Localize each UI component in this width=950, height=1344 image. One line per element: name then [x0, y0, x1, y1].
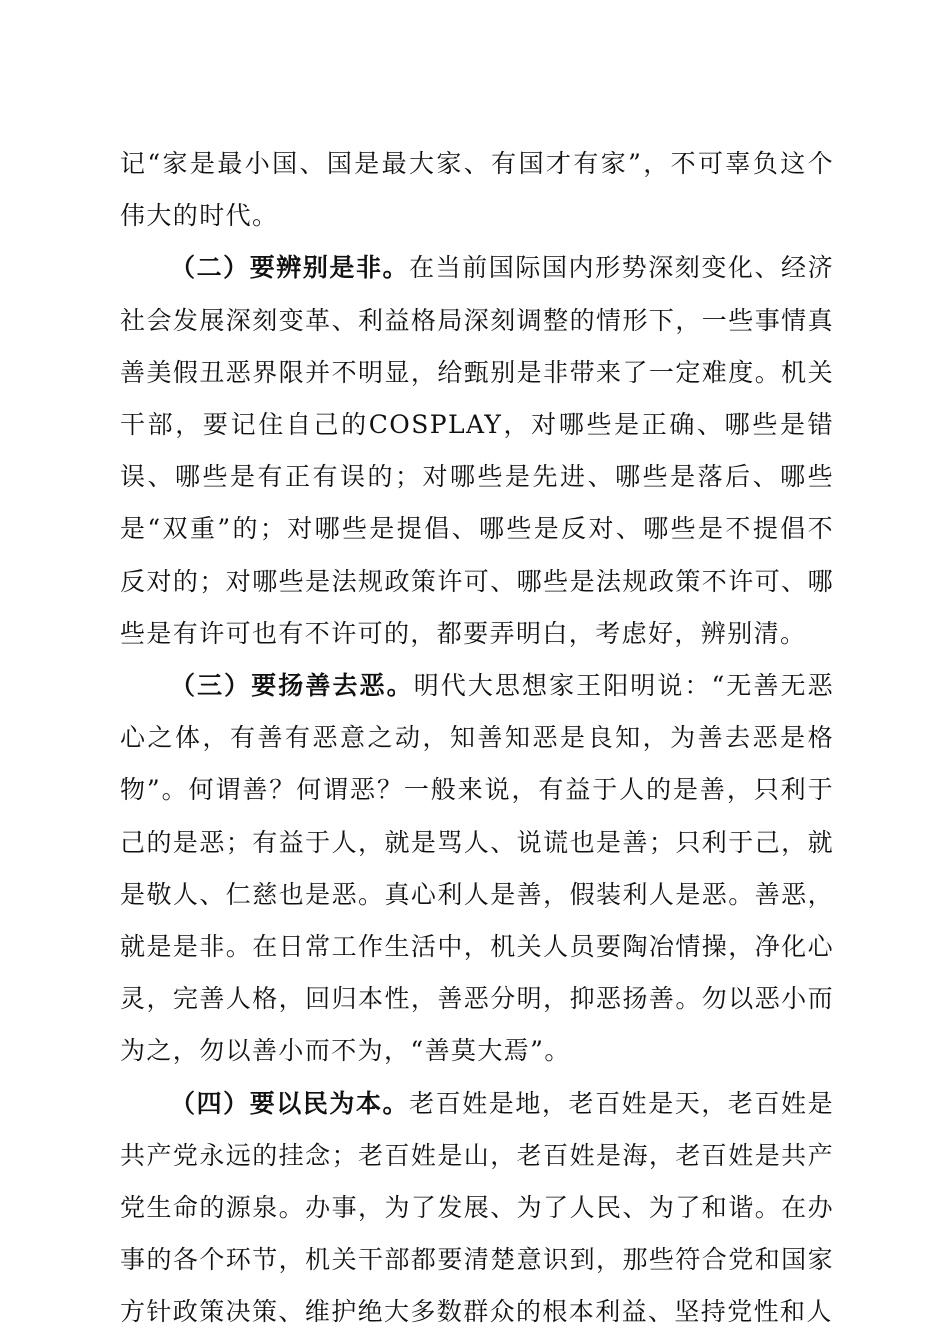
paragraph-body: 明代大思想家王阳明说：“无善无恶心之体，有善有恶意之动，知善知恶是良知，为善去恶是格物”。何谓善？何谓恶？一般来说，有益于人的是善，只利于己的是恶；有益于人，就是骂人、说谎也是善；只利于己，就是敬人、仁慈也是恶。真心利人是善，假装利人是恶。善恶，就是是非。在日常工作生活中，机关人员要陶冶情操，净化心灵，完善人格，回归本性，善恶分明，抑恶扬善。勿以恶小而为之，勿以善小而不为，“善莫大焉”。	[120, 671, 834, 1066]
paragraph-body: 老百姓是地，老百姓是天，老百姓是共产党永远的挂念；老百姓是山，老百姓是海，老百姓是共产党生命的源泉。办事，为了发展、为了人民、为了和谐。在办事的各个环节，机关干部都要清楚意识到，那些符合党和国家方针政策决策、维护绝大多数群众的根本利益、坚持党性和人	[120, 1088, 835, 1327]
section-heading: （四）要以民为本。	[170, 1088, 410, 1118]
paragraph-section-4	[120, 1078, 834, 1339]
paragraph-section-2	[120, 242, 834, 660]
section-heading: （二）要辨别是非。	[170, 253, 410, 283]
paragraph-body: 在当前国际国内形势深刻变化、经济社会发展深刻变革、利益格局深刻调整的情形下，一些事情真善美假丑恶界限并不明显，给甄别是非带来了一定难度。机关干部，要记住自己的COSPLAY，对哪些是正确、哪些是错误、哪些是有正有误的；对哪些是先进、哪些是落后、哪些是“双重”的；对哪些是提倡、哪些是反对、哪些是不提倡不反对的；对哪些是法规政策许可、哪些是法规政策不许可、哪些是有许可也有不许可的，都要弄明白，考虑好，辨别清。	[120, 253, 835, 648]
section-heading: （三）要扬善去恶。	[170, 671, 414, 701]
document-page	[120, 138, 834, 1339]
paragraph-body: 记“家是最小国、国是最大家、有国才有家”，不可辜负这个伟大的时代。	[120, 149, 834, 231]
paragraph-section-3	[120, 660, 834, 1078]
paragraph-continuation	[120, 138, 834, 242]
